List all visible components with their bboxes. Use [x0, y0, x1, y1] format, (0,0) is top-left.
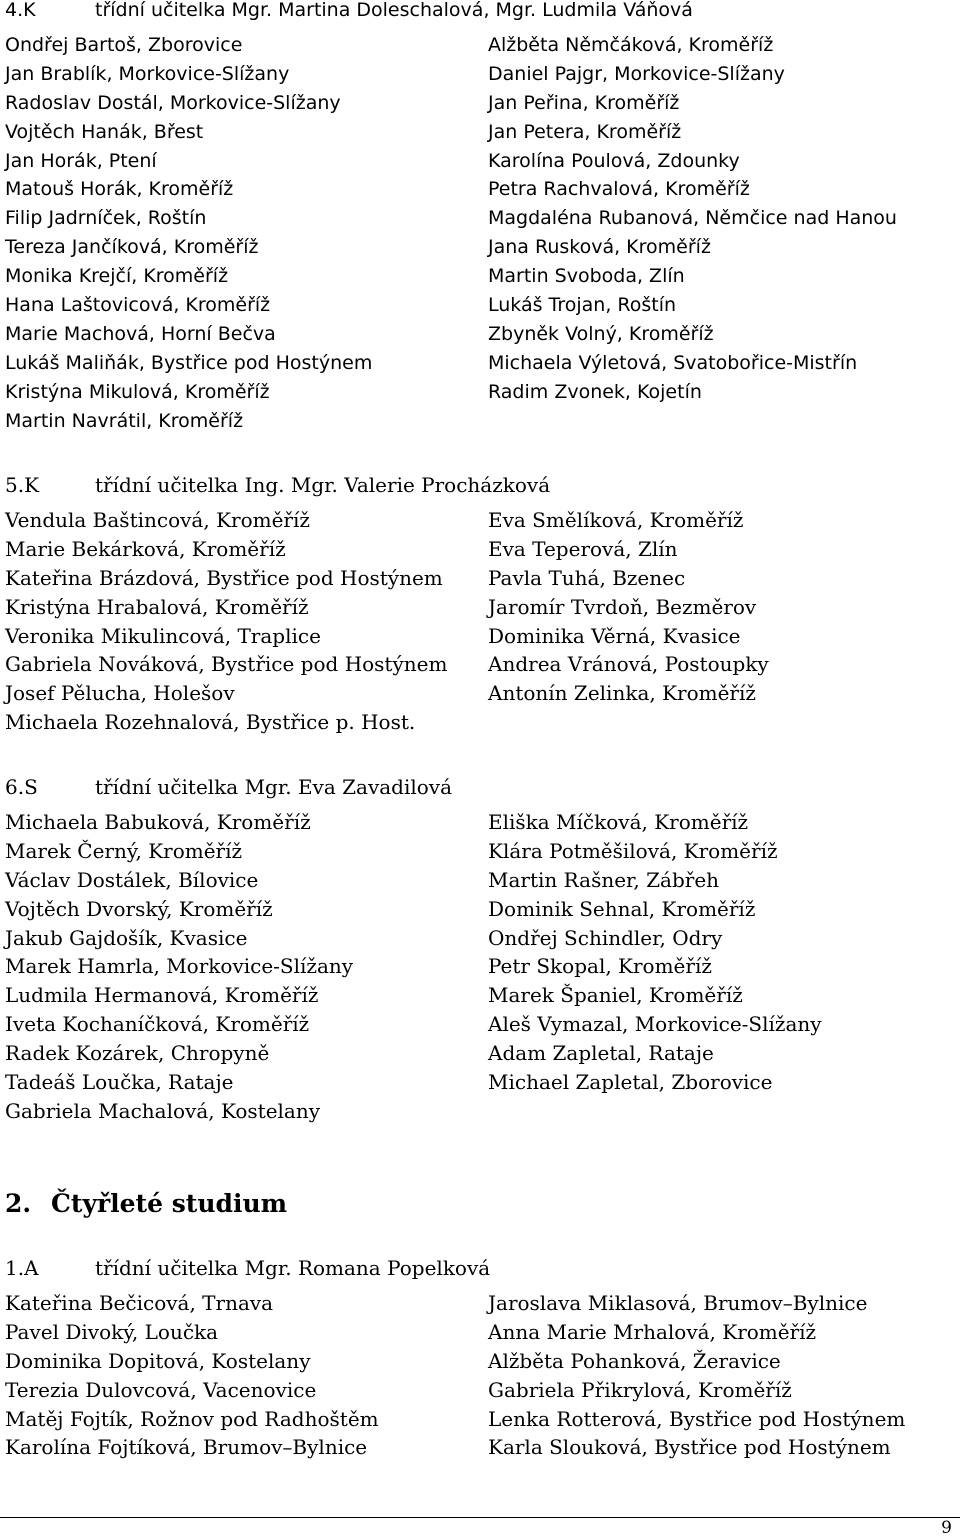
student-entry: Jan Peřina, Kroměříž: [488, 91, 680, 114]
student-entry: Michaela Babuková, Kroměříž: [5, 810, 311, 834]
student-entry: Gabriela Nováková, Bystřice pod Hostýnem: [5, 652, 448, 677]
student-entry: Eliška Míčková, Kroměříž: [488, 810, 749, 834]
student-entry: Martin Svoboda, Zlín: [488, 265, 685, 288]
student-entry: Eva Smělíková, Kroměříž: [488, 508, 744, 532]
class-code: 1.A: [5, 1256, 39, 1280]
student-entry: Jan Horák, Ptení: [5, 149, 157, 172]
student-entry: Marie Bekárková, Kroměříž: [5, 536, 286, 561]
class-teacher: třídní učitelka Mgr. Eva Zavadilová: [95, 775, 453, 799]
student-entry: Terezia Dulovcová, Vacenovice: [5, 1377, 317, 1402]
student-entry: Eva Teperová, Zlín: [488, 536, 678, 561]
student-entry: Kateřina Bečicová, Trnava: [5, 1291, 274, 1315]
class-teacher: třídní učitelka Mgr. Romana Popelková: [95, 1256, 491, 1280]
class-1a-right-column: [488, 1289, 905, 1462]
student-entry: Dominika Dopitová, Kostelany: [5, 1348, 311, 1373]
student-entry: Iveta Kochaníčková, Kroměříž: [5, 1012, 310, 1037]
student-entry: Karolína Poulová, Zdounky: [488, 149, 740, 172]
student-entry: Hana Laštovicová, Kroměříž: [5, 294, 271, 317]
student-entry: Jakub Gajdošík, Kvasice: [5, 925, 248, 950]
student-entry: Radek Kozárek, Chropyně: [5, 1041, 270, 1066]
student-entry: Pavel Divoký, Loučka: [5, 1319, 219, 1344]
class-code: 5.K: [5, 473, 40, 497]
student-entry: Petr Skopal, Kroměříž: [488, 954, 712, 979]
student-entry: Ondřej Schindler, Odry: [488, 925, 723, 950]
class-6s-left-column: [5, 808, 353, 1126]
class-teacher: třídní učitelka Mgr. Martina Doleschalová, Mgr. Ludmila Váňová: [95, 0, 693, 21]
student-entry: Kateřina Brázdová, Bystřice pod Hostýnem: [5, 565, 443, 590]
student-entry: Vendula Baštincová, Kroměříž: [5, 508, 310, 532]
section-title: Čtyřleté studium: [51, 1189, 288, 1218]
student-entry: Pavla Tuhá, Bzenec: [488, 565, 686, 590]
student-entry: Gabriela Přikrylová, Kroměříž: [488, 1377, 792, 1402]
student-entry: Alžběta Pohanková, Žeravice: [488, 1348, 781, 1373]
student-entry: Marek Černý, Kroměříž: [5, 838, 243, 863]
student-entry: Monika Krejčí, Kroměříž: [5, 265, 229, 288]
student-entry: Jana Rusková, Kroměříž: [488, 236, 711, 259]
student-entry: Vojtěch Hanák, Břest: [5, 120, 204, 143]
class-code: 6.S: [5, 775, 38, 799]
class-5k-right-column: [488, 506, 769, 708]
student-entry: Kristýna Mikulová, Kroměříž: [5, 380, 270, 403]
student-entry: Veronika Mikulincová, Traplice: [5, 623, 321, 648]
student-entry: Alžběta Němčáková, Kroměříž: [488, 34, 774, 56]
student-entry: Kristýna Hrabalová, Kroměříž: [5, 594, 309, 619]
student-entry: Dominika Věrná, Kvasice: [488, 623, 741, 648]
class-1a-left-column: [5, 1289, 379, 1462]
student-entry: Filip Jadrníček, Roštín: [5, 207, 207, 230]
student-entry: Josef Pělucha, Holešov: [5, 681, 235, 706]
student-entry: Matěj Fojtík, Rožnov pod Radhoštěm: [5, 1406, 379, 1431]
student-entry: Michael Zapletal, Zborovice: [488, 1070, 773, 1095]
student-entry: Jaromír Tvrdoň, Bezměrov: [488, 594, 757, 619]
student-entry: Dominik Sehnal, Kroměříž: [488, 896, 756, 921]
class-teacher: třídní učitelka Ing. Mgr. Valerie Procházková: [95, 473, 551, 497]
student-entry: Michaela Výletová, Svatobořice-Mistřín: [488, 351, 858, 374]
class-4k-left-column: [5, 31, 372, 435]
student-entry: Anna Marie Mrhalová, Kroměříž: [488, 1319, 817, 1344]
student-entry: Jan Petera, Kroměříž: [488, 120, 682, 143]
student-entry: Andrea Vránová, Postoupky: [488, 652, 769, 677]
student-entry: Ludmila Hermanová, Kroměříž: [5, 983, 319, 1008]
student-entry: Lukáš Trojan, Roštín: [488, 294, 677, 317]
student-entry: Martin Navrátil, Kroměříž: [5, 409, 244, 432]
student-entry: Petra Rachvalová, Kroměříž: [488, 178, 750, 201]
section-number: 2.: [5, 1189, 32, 1218]
student-entry: Gabriela Machalová, Kostelany: [5, 1098, 321, 1123]
student-entry: Adam Zapletal, Rataje: [488, 1041, 714, 1066]
student-entry: Matouš Horák, Kroměříž: [5, 178, 234, 201]
student-entry: Zbyněk Volný, Kroměříž: [488, 322, 714, 345]
student-entry: Lenka Rotterová, Bystřice pod Hostýnem: [488, 1406, 906, 1431]
class-6s-right-column: [488, 808, 822, 1097]
class-5k-left-column: [5, 506, 447, 737]
student-entry: Klára Potměšilová, Kroměříž: [488, 838, 778, 863]
student-entry: Tadeáš Loučka, Rataje: [5, 1070, 234, 1095]
student-entry: Martin Rašner, Zábřeh: [488, 867, 720, 892]
footer-divider: [0, 1517, 960, 1518]
student-entry: Magdaléna Rubanová, Němčice nad Hanou: [488, 207, 897, 230]
student-entry: Karla Slouková, Bystřice pod Hostýnem: [488, 1435, 891, 1460]
student-entry: Jan Brablík, Morkovice-Slížany: [5, 62, 290, 85]
student-entry: Radim Zvonek, Kojetín: [488, 380, 702, 403]
student-entry: Daniel Pajgr, Morkovice-Slížany: [488, 62, 785, 85]
page-number: 9: [941, 1518, 952, 1538]
class-4k-right-column: [488, 31, 897, 407]
student-entry: Václav Dostálek, Bílovice: [5, 867, 259, 892]
student-entry: Lukáš Maliňák, Bystřice pod Hostýnem: [5, 351, 373, 374]
student-entry: Vojtěch Dvorský, Kroměříž: [5, 896, 273, 921]
student-entry: Marek Hamrla, Morkovice-Slížany: [5, 954, 354, 979]
student-entry: Tereza Jančíková, Kroměříž: [5, 236, 259, 259]
student-entry: Radoslav Dostál, Morkovice-Slížany: [5, 91, 341, 114]
student-entry: Marie Machová, Horní Bečva: [5, 322, 276, 345]
class-code: 4.K: [5, 0, 36, 21]
student-entry: Aleš Vymazal, Morkovice-Slížany: [488, 1012, 822, 1037]
student-entry: Ondřej Bartoš, Zborovice: [5, 34, 243, 56]
student-entry: Michaela Rozehnalová, Bystřice p. Host.: [5, 710, 416, 735]
student-entry: Antonín Zelinka, Kroměříž: [488, 681, 756, 706]
student-entry: Jaroslava Miklasová, Brumov–Bylnice: [488, 1291, 868, 1315]
student-entry: Marek Španiel, Kroměříž: [488, 983, 743, 1008]
student-entry: Karolína Fojtíková, Brumov–Bylnice: [5, 1435, 368, 1460]
